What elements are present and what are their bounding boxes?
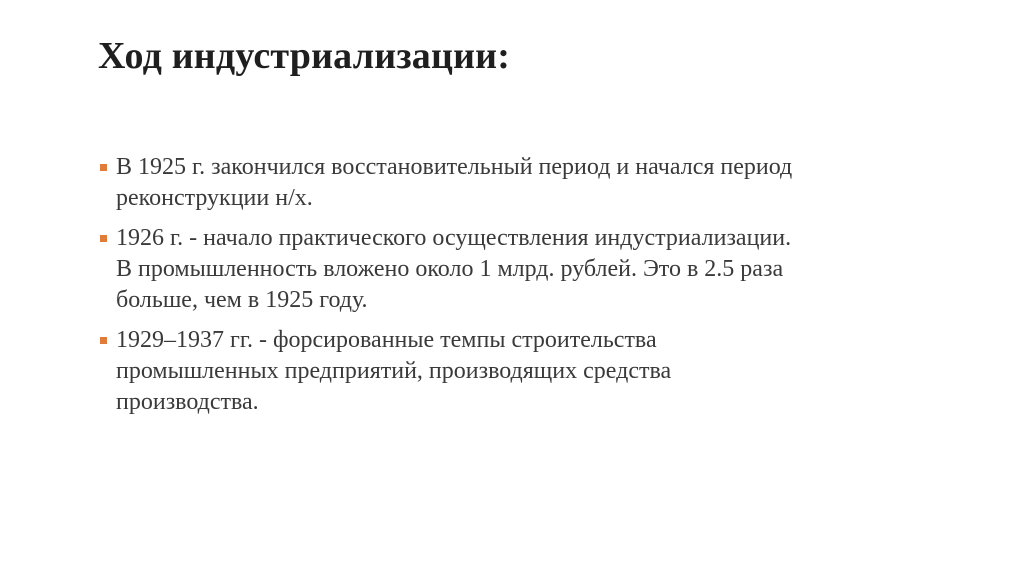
bullet-item-1925 bbox=[98, 152, 978, 214]
bullet-line: В 1925 г. закончился восстановительный период и начался период bbox=[116, 154, 793, 180]
square-bullet-icon bbox=[100, 164, 107, 171]
bullet-item-1926 bbox=[98, 223, 978, 316]
bullet-item-1929-1937 bbox=[98, 325, 978, 418]
bullet-line: больше, чем в 1925 году. bbox=[116, 287, 368, 313]
slide-title: Ход индустриализации: bbox=[98, 35, 511, 77]
square-bullet-icon bbox=[100, 337, 107, 344]
bullet-line: промышленных предприятий, производящих средства bbox=[116, 358, 672, 384]
bullet-line: 1929–1937 гг. - форсированные темпы строительства bbox=[116, 327, 657, 353]
square-bullet-icon bbox=[100, 235, 107, 242]
bullet-line: производства. bbox=[116, 389, 259, 415]
bullet-list bbox=[98, 152, 978, 427]
bullet-line: реконструкции н/х. bbox=[116, 185, 313, 211]
bullet-line: В промышленность вложено около 1 млрд. рублей. Это в 2.5 раза bbox=[116, 256, 784, 282]
bullet-line: 1926 г. - начало практического осуществления индустриализации. bbox=[116, 225, 792, 251]
